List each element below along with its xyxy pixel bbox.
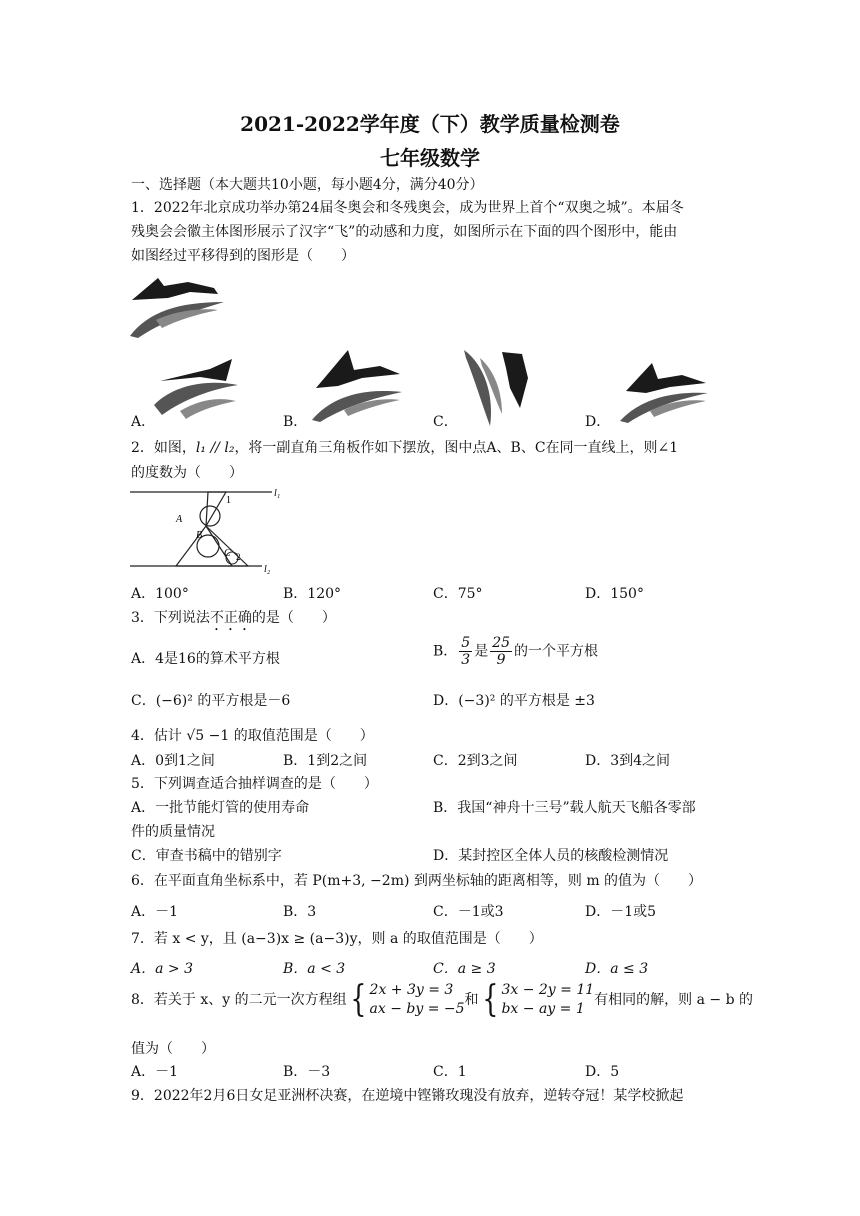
q1-option-b[interactable]: B． <box>283 414 308 430</box>
section-heading: 一、选择题（本大题共10小题，每小题4分，满分40分） <box>131 177 484 193</box>
q6-option-c[interactable]: C．－1或3 <box>433 904 504 920</box>
q8-line2: 值为（ ） <box>131 1041 215 1057</box>
exam-title: 2021-2022学年度（下）教学质量检测卷 <box>240 112 620 136</box>
q5-option-c[interactable]: C．审查书稿中的错别字 <box>131 848 282 864</box>
q8-option-c[interactable]: C．1 <box>433 1064 467 1080</box>
q3-option-c[interactable]: C．(−6)² 的平方根是－6 <box>131 693 291 709</box>
q2-line1: 2．如图，l₁ // l₂，将一副直角三角板作如下摆放，图中点A、B、C在同一直线上，则∠1 <box>131 440 679 456</box>
q2-parallel: l₁ // l₂ <box>195 440 235 456</box>
q3-option-d[interactable]: D．(−3)² 的平方根是 ±3 <box>433 693 595 709</box>
q5-option-a[interactable]: A．一批节能灯管的使用寿命 <box>131 800 310 816</box>
q3-option-a[interactable]: A．4是16的算术平方根 <box>131 651 280 667</box>
q4-option-d[interactable]: D．3到4之间 <box>585 753 671 769</box>
q4-option-a[interactable]: A．0到1之间 <box>131 753 215 769</box>
q8-system-1: 2x + 3y = 3 ax − by = −5 <box>369 982 465 1017</box>
q7-option-a[interactable]: A．a > 3 <box>131 961 193 977</box>
q8-option-a[interactable]: A．－1 <box>131 1064 179 1080</box>
fei-emblem-a <box>150 355 242 425</box>
q7-stem: 7．若 x < y，且 (a−3)x ≥ (a−3)y，则 a 的取值范围是（ ） <box>131 931 543 947</box>
q3-fraction-1: $\frac{5}{3}$ <box>461 635 471 668</box>
q5-option-b[interactable]: B．我国“神舟十三号”载人航天飞船各零部 <box>433 800 696 816</box>
fig-label-c: C <box>224 548 231 559</box>
q1-line3: 如图经过平移得到的图形是（ ） <box>131 248 355 264</box>
q3-fraction-2: $\frac{25}{9}$ <box>492 635 511 668</box>
q4-option-c[interactable]: C．2到3之间 <box>433 753 518 769</box>
q8-stem: 8．若关于 x、y 的二元一次方程组{ 2x + 3y = 3 ax − by = −5 和{ 3x − 2y = 11 bx − ay = 1 有相同的解，则 a − b 的 <box>131 978 753 1020</box>
q8-system-2: 3x − 2y = 11 bx − ay = 1 <box>501 982 595 1017</box>
q2-option-c[interactable]: C．75° <box>433 586 483 602</box>
q8-option-b[interactable]: B．－3 <box>283 1064 331 1080</box>
q4-stem: 4．估计 √5 −1 的取值范围是（ ） <box>131 728 374 744</box>
fei-emblem-main <box>128 272 228 342</box>
q1-option-d[interactable]: D． <box>585 414 611 430</box>
fig-label-l1: l₁ <box>274 488 281 499</box>
fei-emblem-c <box>462 348 532 428</box>
q6-option-d[interactable]: D．－1或5 <box>585 904 657 920</box>
q1-option-c[interactable]: C． <box>433 414 458 430</box>
q7-option-d[interactable]: D．a ≤ 3 <box>585 961 649 977</box>
exam-subtitle: 七年级数学 <box>380 146 480 170</box>
q2-line2: 的度数为（ ） <box>131 465 243 481</box>
q2-option-a[interactable]: A．100° <box>131 586 189 602</box>
q1-line1: 1．2022年北京成功举办第24届冬奥会和冬残奥会，成为世界上首个“双奥之城”。本届冬 <box>131 200 684 216</box>
q4-option-b[interactable]: B．1到2之间 <box>283 753 368 769</box>
q1-option-a[interactable]: A． <box>131 414 156 430</box>
q3-emphasis: 不正确 <box>209 610 252 626</box>
q7-option-b[interactable]: B．a < 3 <box>283 961 346 977</box>
fig-label-a: A <box>176 514 183 525</box>
fig-label-2: 2 <box>236 552 241 562</box>
q6-option-b[interactable]: B．3 <box>283 904 317 920</box>
fei-emblem-b <box>308 348 404 424</box>
q9-line1: 9．2022年2月6日女足亚洲杯决赛，在逆境中铿锵玫瑰没有放弃，逆转夺冠！某学校掀起 <box>131 1088 684 1104</box>
q2-triangle-figure <box>130 484 290 576</box>
fig-label-1: 1 <box>226 495 231 506</box>
q6-option-a[interactable]: A．－1 <box>131 904 179 920</box>
q5-option-d[interactable]: D．某封控区全体人员的核酸检测情况 <box>433 848 669 864</box>
q3-stem: 3．下列说法不正确的是（ ） <box>131 610 336 626</box>
q7-option-c[interactable]: C．a ≥ 3 <box>433 961 496 977</box>
q5-stem: 5．下列调查适合抽样调查的是（ ） <box>131 776 378 792</box>
q3-option-b[interactable]: B． $\frac{5}{3}$ 是 $\frac{25}{9}$ 的一个平方根 <box>433 635 599 668</box>
q6-stem: 6．在平面直角坐标系中，若 P(m+3, −2m) 到两坐标轴的距离相等，则 m 的值为（ ） <box>131 873 703 889</box>
q1-line2: 残奥会会徽主体图形展示了汉字“飞”的动感和力度，如图所示在下面的四个图形中，能由 <box>131 224 678 240</box>
fig-label-b: B <box>196 530 203 541</box>
q2-option-b[interactable]: B．120° <box>283 586 342 602</box>
q5-option-b-cont: 件的质量情况 <box>131 824 215 840</box>
q2-option-d[interactable]: D．150° <box>585 586 644 602</box>
fei-emblem-d <box>618 355 710 425</box>
fig-label-l2: l₂ <box>264 564 271 575</box>
q8-option-d[interactable]: D．5 <box>585 1064 620 1080</box>
